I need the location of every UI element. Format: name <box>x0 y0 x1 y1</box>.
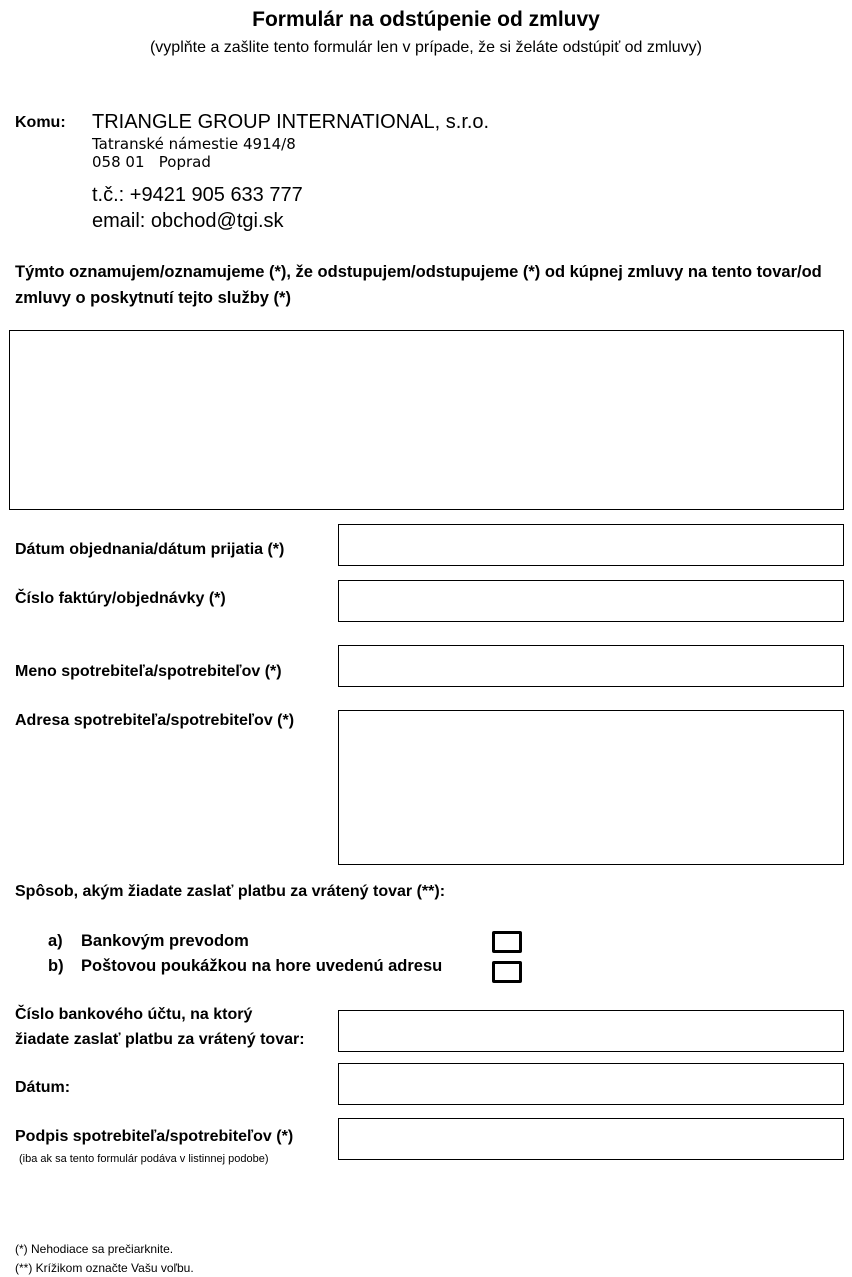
consumer-address-field[interactable] <box>338 710 844 865</box>
postal-order-checkbox[interactable] <box>492 961 522 983</box>
recipient-phone: t.č.: +9421 905 633 777 <box>92 184 303 206</box>
order-date-field[interactable] <box>338 524 844 566</box>
signature-label: Podpis spotrebiteľa/spotrebiteľov (*) <box>15 1128 294 1145</box>
recipient-city: 058 01 Poprad <box>92 153 211 171</box>
payment-method-question: Spôsob, akým žiadate zaslať platbu za vrátený tovar (**): <box>15 883 446 900</box>
recipient-street: Tatranské námestie 4914/8 <box>92 135 296 153</box>
consumer-address-label: Adresa spotrebiteľa/spotrebiteľov (*) <box>15 712 295 729</box>
date-field[interactable] <box>338 1063 844 1105</box>
invoice-number-field[interactable] <box>338 580 844 622</box>
consumer-name-field[interactable] <box>338 645 844 687</box>
order-date-label: Dátum objednania/dátum prijatia (*) <box>15 541 285 558</box>
footnote-1: (*) Nehodiace sa prečiarknite. <box>15 1242 174 1256</box>
signature-field[interactable] <box>338 1118 844 1160</box>
footnote-2: (**) Krížikom označte Vašu voľbu. <box>15 1261 194 1275</box>
signature-note: (iba ak sa tento formulár podáva v listinnej podobe) <box>19 1153 269 1165</box>
option-b-marker: b) <box>48 957 64 975</box>
form-subtitle: (vyplňte a zašlite tento formulár len v prípade, že si želáte odstúpiť od zmluvy) <box>149 39 703 56</box>
withdrawal-statement: Týmto oznamujem/oznamujeme (*), že odstupujem/odstupujeme (*) od kúpnej zmluvy na tento tovar/od zmluvy o poskytnutí tejto služby (*) <box>15 263 822 307</box>
invoice-number-label: Číslo faktúry/objednávky (*) <box>15 590 226 607</box>
goods-description-field[interactable] <box>9 330 844 510</box>
option-a-marker: a) <box>48 932 63 950</box>
option-b-label: Poštovou poukážkou na hore uvedenú adresu <box>81 957 443 975</box>
recipient-email: email: obchod@tgi.sk <box>92 210 284 232</box>
bank-account-label-line2: žiadate zaslať platbu za vrátený tovar: <box>15 1031 305 1048</box>
consumer-name-label: Meno spotrebiteľa/spotrebiteľov (*) <box>15 663 282 680</box>
option-a-label: Bankovým prevodom <box>81 932 249 950</box>
recipient-label: Komu: <box>15 114 66 131</box>
bank-account-field[interactable] <box>338 1010 844 1052</box>
recipient-company: TRIANGLE GROUP INTERNATIONAL, s.r.o. <box>92 111 490 133</box>
date-label: Dátum: <box>15 1079 71 1096</box>
form-title: Formulár na odstúpenie od zmluvy <box>252 8 600 31</box>
bank-transfer-checkbox[interactable] <box>492 931 522 953</box>
bank-account-label-line1: Číslo bankového účtu, na ktorý <box>15 1006 253 1023</box>
